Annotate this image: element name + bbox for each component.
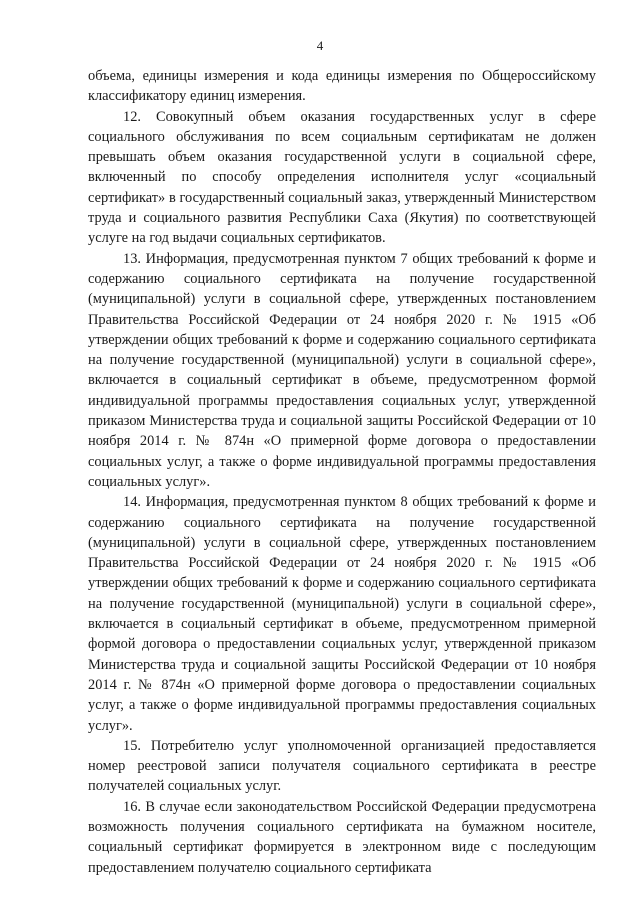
paragraph-12: 12. Совокупный объем оказания государственных услуг в сфере социального обслуживания по всем социальным сертификатам не должен превышать объем оказания государственной услуги в социальной сфере, включенный по способу определения исполнителя услуг «социальный сертификат» в государственный социальный заказ, утвержденный Министерством труда и социального развития Республики Саха (Якутия) по соответствующей услуге на год выдачи социальных сертификатов. [88, 108, 596, 247]
paragraph-continuation: объема, единицы измерения и кода единицы измерения по Общероссийскому классификатору единиц измерения. [88, 68, 596, 105]
paragraph-16: 16. В случае если законодательством Российской Федерации предусмотрена возможность получения социального сертификата на бумажном носителе, социальный сертификат формируется в электронном виде с последующим предоставлением получателю социального сертификата [88, 798, 596, 876]
paragraph-14: 14. Информация, предусмотренная пунктом 8 общих требований к форме и содержанию социального сертификата на получение государственной (муниципальной) услуги в социальной сфере, утвержденных постановлением Правительства Российской Федерации от 24 ноября 2020 г. № 1915 «Об утверждении общих требований к форме и содержанию социального сертификата на получение государственной (муниципальной) услуги в социальной сфере», включается в социальный сертификат в объеме, предусмотренном примерной формой договора о предоставлении социальных услуг, утвержденной приказом Министерства труда и социальной защиты Российской Федерации от 10 ноября 2014 г. № 874н «О примерной форме договора о предоставлении социальных услуг, а также о форме индивидуальной программы предоставления социальных услуг». [88, 494, 596, 734]
document-body [88, 66, 596, 878]
page-number: 4 [316, 38, 324, 53]
paragraph-13: 13. Информация, предусмотренная пунктом 7 общих требований к форме и содержанию социального сертификата на получение государственной (муниципальной) услуги в социальной сфере, утвержденных постановлением Правительства Российской Федерации от 24 ноября 2020 г. № 1915 «Об утверждении общих требований к форме и содержанию социального сертификата на получение государственной (муниципальной) услуги в социальной сфере», включается в социальный сертификат в объеме, предусмотренном формой индивидуальной программы предоставления социальных услуг, утвержденной приказом Министерства труда и социальной защиты Российской Федерации от 10 ноября 2014 г. № 874н «О примерной форме договора о предоставлении социальных услуг, а также о форме индивидуальной программы предоставления социальных услуг». [88, 250, 596, 490]
paragraph-15: 15. Потребителю услуг уполномоченной организацией предоставляется номер реестровой записи получателя социального сертификата в реестре получателей социальных услуг. [88, 737, 596, 795]
